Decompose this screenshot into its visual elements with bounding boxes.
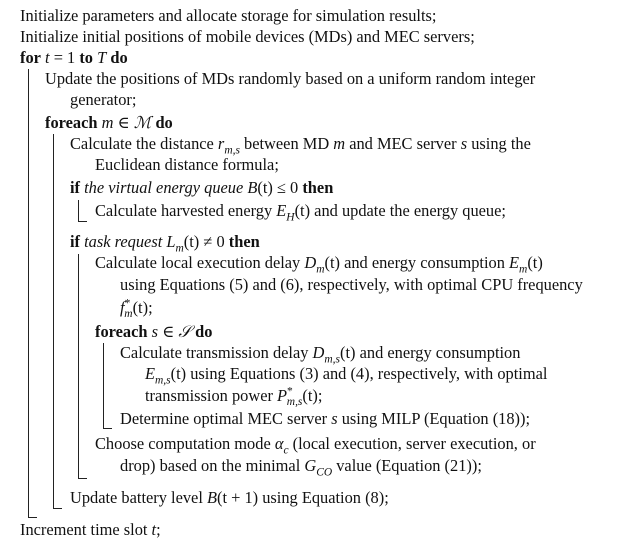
algo-line-if-energy-queue: if the virtual energy queue B(t) ≤ 0 then — [70, 178, 334, 197]
if-energy-block-line — [78, 200, 79, 221]
foreach-server-block-end — [103, 428, 112, 429]
algo-line-local-delay-cont: using Equations (5) and (6), respectively, with optimal CPU frequency — [120, 275, 583, 294]
keyword-if: if — [70, 232, 81, 251]
algo-line-choose-mode-cont: drop) based on the minimal $G_{CO}$ value (Equation (21)); — [120, 456, 482, 479]
keyword-then: then — [302, 178, 334, 197]
algo-line-determine-server: Determine optimal MEC server s using MILP (Equation (18)); — [120, 409, 531, 428]
keyword-for: for — [20, 48, 41, 67]
algo-line-transmission-power: transmission power $P^*_{m,s}(t)$; — [145, 385, 323, 409]
keyword-to: to — [79, 48, 93, 67]
if-task-block-line — [78, 254, 79, 478]
algo-line-transmission-delay: Calculate transmission delay $D_{m,s}(t)$ and energy consumption — [120, 343, 521, 366]
keyword-foreach: foreach — [95, 322, 148, 341]
keyword-if: if — [70, 178, 81, 197]
algo-line-update-positions: Update the positions of MDs randomly based on a uniform random integer — [45, 69, 536, 88]
algo-line-init-positions: Initialize initial positions of mobile devices (MDs) and MEC servers; — [20, 27, 475, 46]
algo-line-if-task-request: if task request $L_m(t) \ne 0$ then — [70, 232, 260, 255]
algo-line-init-parameters: Initialize parameters and allocate storage for simulation results; — [20, 6, 437, 25]
if-task-block-end — [78, 478, 87, 479]
algo-line-increment-time: Increment time slot t; — [20, 520, 161, 539]
algo-line-calc-distance: Calculate the distance $r_{m,s}$ between MD m and MEC server s using the — [70, 134, 531, 157]
keyword-do: do — [110, 48, 128, 67]
algo-line-choose-mode: Choose computation mode $\alpha_c$ (local execution, server execution, or — [95, 434, 536, 457]
foreach-md-block-line — [53, 134, 54, 508]
algo-line-update-positions-cont: generator; — [70, 90, 137, 109]
keyword-do: do — [195, 322, 213, 341]
algo-line-cpu-frequency: $f^*_m(t)$; — [120, 297, 153, 321]
algo-line-calc-distance-cont: Euclidean distance formula; — [95, 155, 279, 174]
foreach-md-block-end — [53, 508, 62, 509]
algo-line-foreach-md: foreach m ∈ ℳ do — [45, 113, 173, 132]
foreach-server-block-line — [103, 343, 104, 428]
for-block-line — [28, 69, 29, 517]
keyword-then: then — [228, 232, 260, 251]
for-block-end — [28, 517, 37, 518]
algo-line-update-battery: Update battery level B(t + 1) using Equation (8); — [70, 488, 389, 507]
algo-line-for-loop: for t = 1 to T do — [20, 48, 128, 67]
algo-line-local-delay: Calculate local execution delay $D_m(t)$ and energy consumption $E_m(t)$ — [95, 253, 543, 276]
keyword-do: do — [155, 113, 173, 132]
algo-line-harvested-energy: Calculate harvested energy $E_H(t)$ and update the energy queue; — [95, 201, 506, 224]
keyword-foreach: foreach — [45, 113, 98, 132]
algo-line-foreach-server: foreach s ∈ 𝒮 do — [95, 322, 213, 341]
algo-line-transmission-energy: $E_{m,s}(t)$ using Equations (3) and (4), respectively, with optimal — [145, 364, 548, 387]
if-energy-block-end — [78, 221, 87, 222]
